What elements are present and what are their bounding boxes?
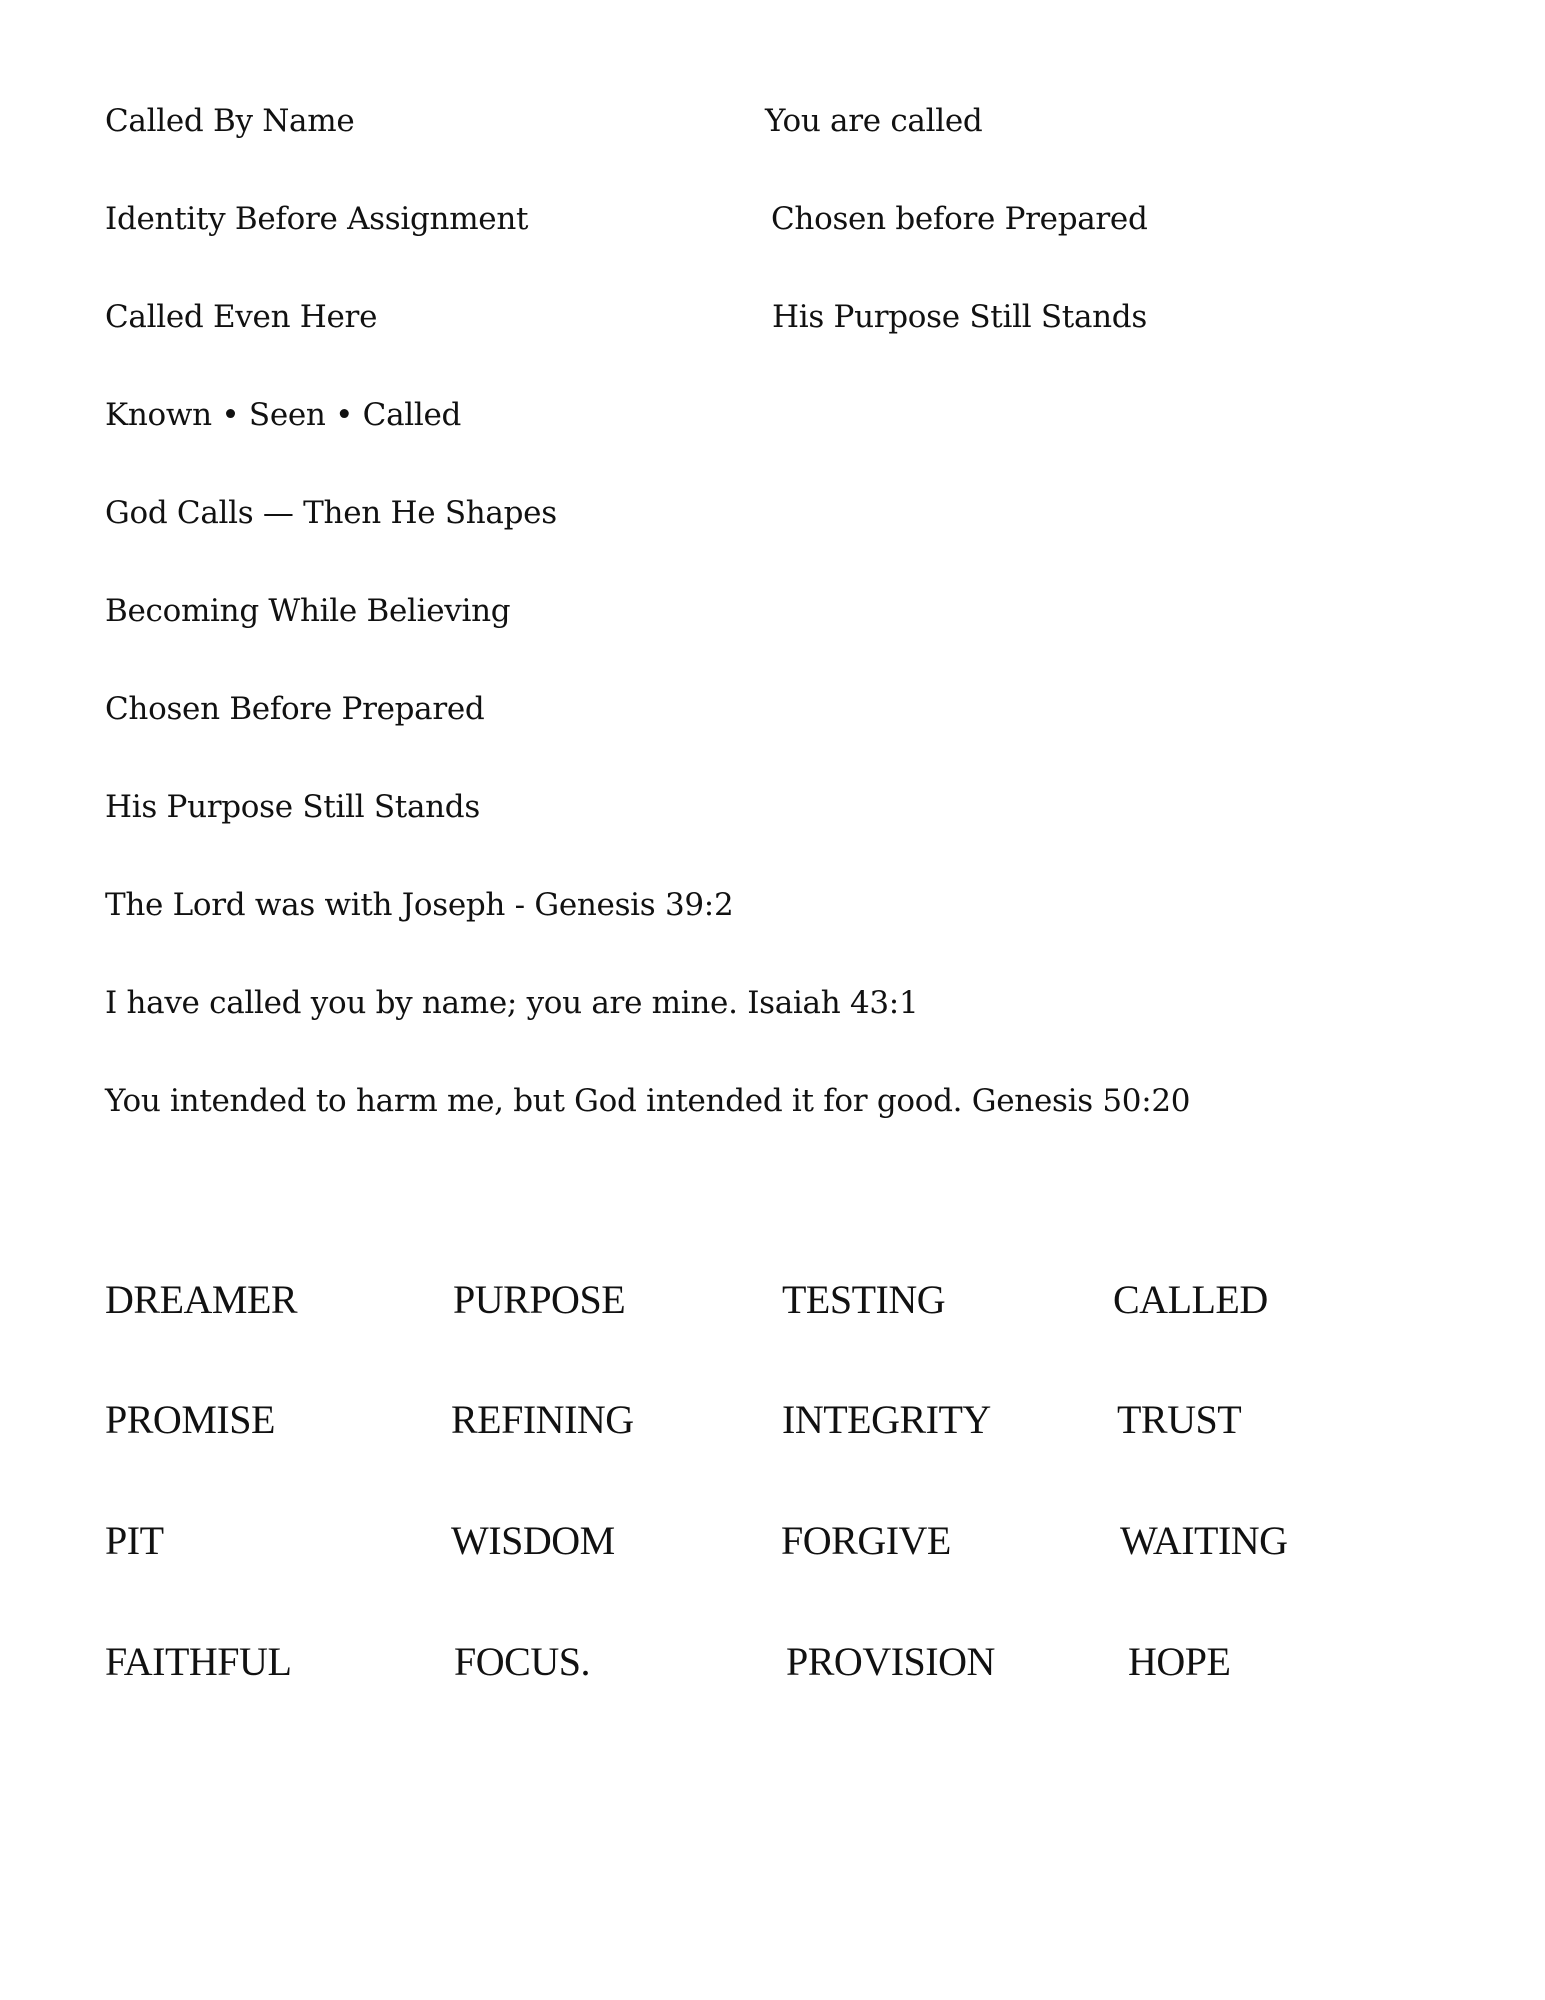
word-trust: TRUST <box>1117 1397 1242 1442</box>
phrase-his-purpose-still-stands-right: His Purpose Still Stands <box>772 299 1147 335</box>
word-forgive: FORGIVE <box>781 1518 951 1563</box>
phrase-called-by-name: Called By Name <box>105 103 355 139</box>
verse-isaiah-43: I have called you by name; you are mine. Isaiah 43:1 <box>105 985 919 1021</box>
phrase-his-purpose-still-stands: His Purpose Still Stands <box>105 789 480 825</box>
phrase-called-even-here: Called Even Here <box>105 299 378 335</box>
word-faithful: FAITHFUL <box>105 1639 292 1684</box>
phrase-chosen-before-prepared-right: Chosen before Prepared <box>771 201 1148 237</box>
word-refining: REFINING <box>451 1397 634 1442</box>
word-integrity: INTEGRITY <box>782 1397 991 1442</box>
word-dreamer: DREAMER <box>105 1277 298 1322</box>
word-waiting: WAITING <box>1120 1518 1288 1563</box>
phrase-you-are-called: You are called <box>765 103 983 139</box>
phrase-god-calls: God Calls — Then He Shapes <box>105 495 557 531</box>
phrase-becoming-while-believing: Becoming While Believing <box>105 593 511 629</box>
verse-genesis-39: The Lord was with Joseph - Genesis 39:2 <box>105 887 734 923</box>
phrase-identity-before-assignment: Identity Before Assignment <box>105 201 529 237</box>
phrase-known-seen-called: Known • Seen • Called <box>105 397 462 433</box>
word-provision: PROVISION <box>786 1639 995 1684</box>
word-called: CALLED <box>1113 1277 1268 1322</box>
word-hope: HOPE <box>1128 1639 1231 1684</box>
phrase-chosen-before-prepared: Chosen Before Prepared <box>105 691 485 727</box>
word-pit: PIT <box>105 1518 164 1563</box>
word-focus: FOCUS. <box>454 1639 590 1684</box>
word-purpose: PURPOSE <box>453 1277 626 1322</box>
word-promise: PROMISE <box>105 1397 275 1442</box>
word-testing: TESTING <box>782 1277 946 1322</box>
verse-genesis-50: You intended to harm me, but God intended it for good. Genesis 50:20 <box>105 1083 1191 1119</box>
word-wisdom: WISDOM <box>451 1518 615 1563</box>
